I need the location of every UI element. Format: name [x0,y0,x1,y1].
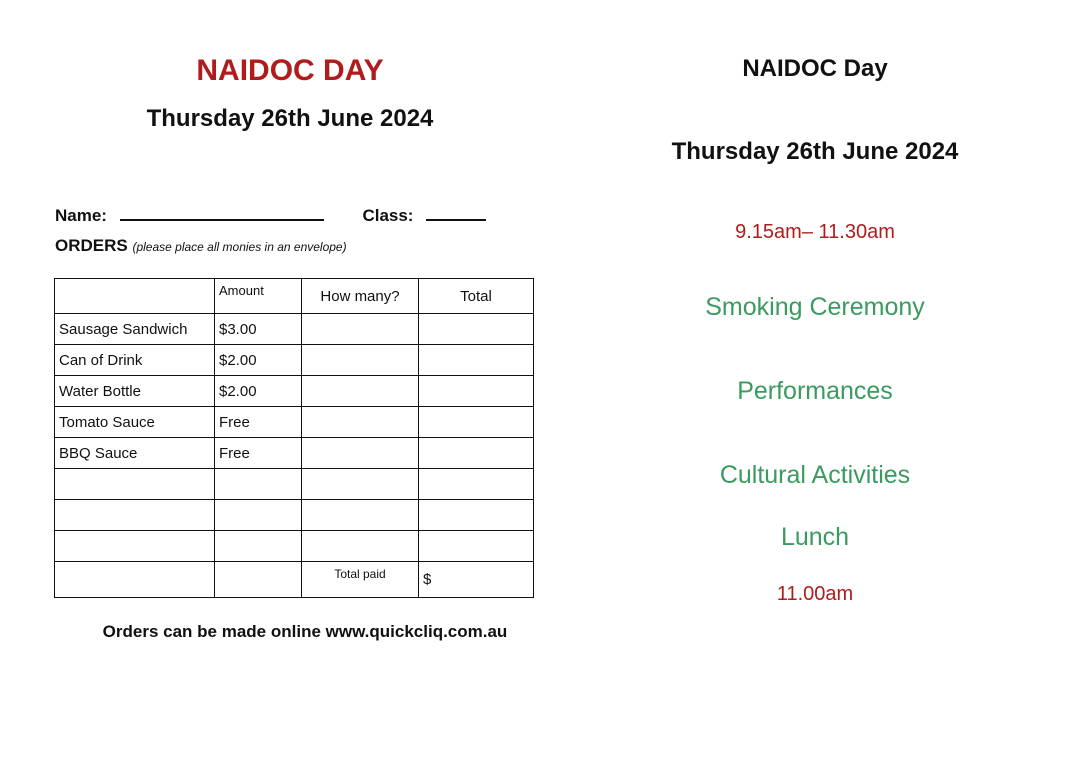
amount-cell: Free [215,407,302,438]
orders-table [54,278,534,598]
header-amount: Amount [215,279,302,314]
name-class-line [55,205,486,226]
activity-cultural-activities: Cultural Activities [719,461,911,489]
total-cell[interactable] [419,345,534,376]
class-label: Class: [362,206,414,225]
total-paid-row [55,562,534,598]
item-name-cell: BBQ Sauce [55,438,215,469]
item-name-cell: Sausage Sandwich [55,314,215,345]
table-row [55,407,534,438]
online-orders-note: Orders can be made online www.quickcliq.com.au [102,622,508,641]
activity-performances: Performances [737,377,893,405]
item-name-cell [55,500,215,531]
name-field[interactable] [120,205,324,221]
left-date: Thursday 26th June 2024 [146,105,434,132]
table-header-row [55,279,534,314]
amount-cell: Free [215,438,302,469]
total-row-empty-cell [215,562,302,598]
how-many-cell[interactable] [302,345,419,376]
activity-lunch: Lunch [780,523,850,551]
how-many-cell[interactable] [302,469,419,500]
total-cell[interactable] [419,314,534,345]
how-many-cell[interactable] [302,531,419,562]
header-total: Total [419,279,534,314]
orders-heading [55,236,347,256]
table-row [55,438,534,469]
amount-cell [215,531,302,562]
item-name-cell [55,531,215,562]
table-row [55,376,534,407]
amount-cell: $2.00 [215,376,302,407]
right-title: NAIDOC Day [742,55,888,82]
header-how-many: How many? [302,279,419,314]
table-row [55,500,534,531]
item-name-cell: Tomato Sauce [55,407,215,438]
how-many-cell[interactable] [302,407,419,438]
right-date: Thursday 26th June 2024 [671,138,959,165]
lunch-time: 11.00am [776,583,854,605]
total-cell[interactable] [419,376,534,407]
amount-cell: $2.00 [215,345,302,376]
orders-label: ORDERS [55,236,128,255]
table-row [55,345,534,376]
item-name-cell: Water Bottle [55,376,215,407]
activity-smoking-ceremony: Smoking Ceremony [705,293,925,321]
item-name-cell [55,469,215,500]
item-name-cell: Can of Drink [55,345,215,376]
how-many-cell[interactable] [302,376,419,407]
orders-note: (please place all monies in an envelope) [132,240,347,254]
left-title: NAIDOC DAY [196,54,384,87]
class-field[interactable] [426,205,486,221]
table-row [55,469,534,500]
how-many-cell[interactable] [302,500,419,531]
amount-cell [215,500,302,531]
how-many-cell[interactable] [302,314,419,345]
total-paid-label: Total paid [302,562,419,598]
total-paid-value[interactable]: $ [419,562,534,598]
amount-cell [215,469,302,500]
table-row [55,531,534,562]
total-cell[interactable] [419,469,534,500]
amount-cell: $3.00 [215,314,302,345]
table-row [55,314,534,345]
how-many-cell[interactable] [302,438,419,469]
header-item [55,279,215,314]
event-time: 9.15am– 11.30am [735,221,895,243]
total-cell[interactable] [419,438,534,469]
total-cell[interactable] [419,531,534,562]
total-cell[interactable] [419,500,534,531]
total-row-empty-cell [55,562,215,598]
total-cell[interactable] [419,407,534,438]
name-label: Name: [55,206,107,225]
